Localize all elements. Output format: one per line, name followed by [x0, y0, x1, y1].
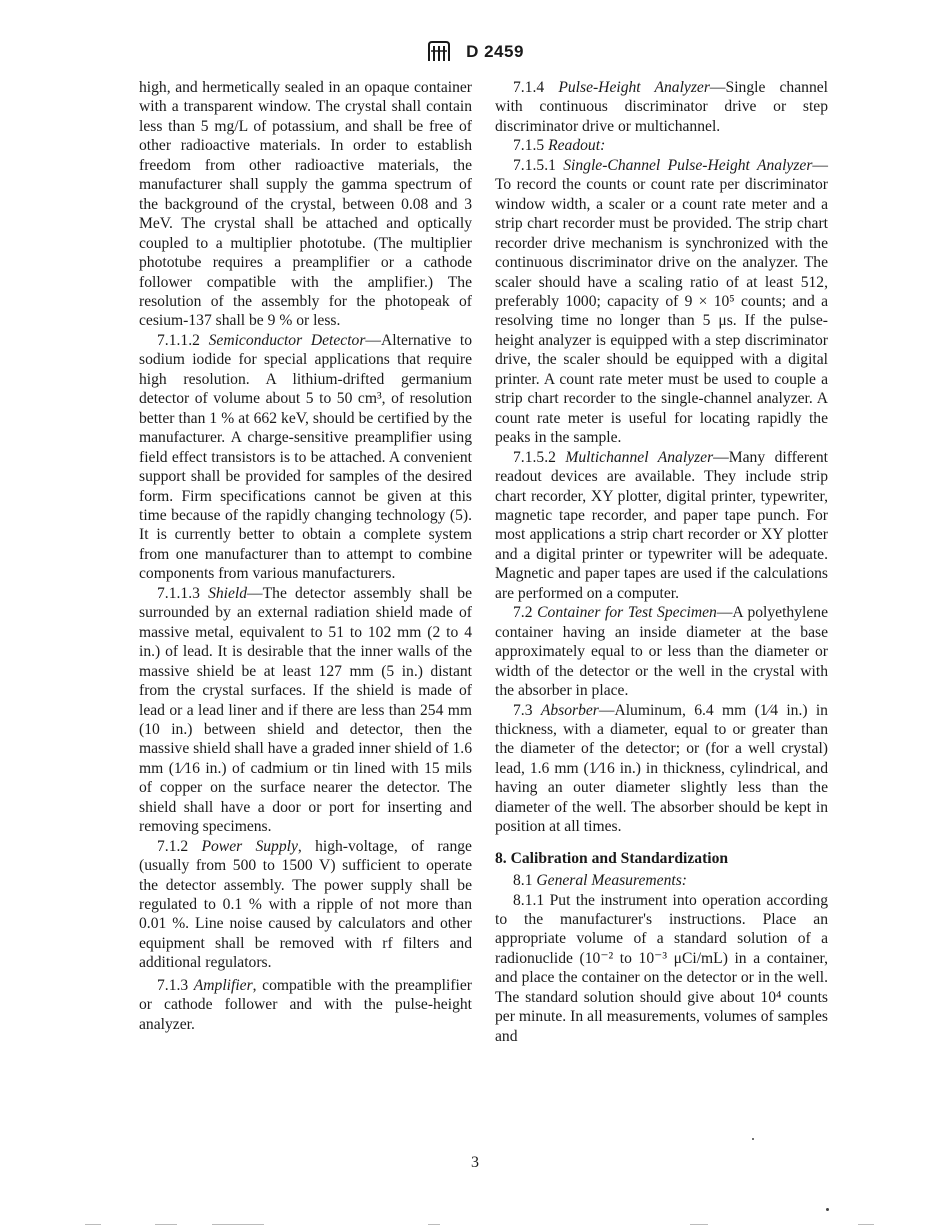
section-number: 7.1.5 [513, 137, 545, 155]
section-text: —A polyethylene container having an inside diameter at the base approximately equal to or less than the diameter or width of the detector or the well in the crystal with the absorber in place. [495, 604, 828, 700]
scan-speck [752, 1138, 754, 1140]
section-number: 8.1.1 [513, 891, 545, 909]
section-number: 7.2 [513, 604, 533, 622]
section-number: 7.1.1.2 [157, 331, 200, 349]
standard-designation: D 2459 [466, 42, 524, 61]
section-title: Absorber [540, 701, 599, 719]
section-number: 7.3 [513, 701, 533, 719]
section-heading-8: 8. Calibration and Standardization [495, 849, 729, 867]
section-title: Container for Test Specimen [537, 604, 717, 622]
section-7-3 [495, 701, 828, 837]
astm-logo-icon [426, 39, 452, 65]
section-text: —Alternative to sodium iodide for special applications that require high resolution. A lithium-drifted germanium detector of volume about 5 to 50 cm³, of resolution better than 1 % at 662 keV, should be certified by the manufacturer. A charge-sensitive preamplifier using field effect transistors is to be attached. A convenient support shall be provided for samples of the desired form. Firm specifications cannot be given at this time because of the rapidly changing technology (5). It is currently better to obtain a complete system from one manufacturer than to attempt to combine components from various manufacturers. [139, 331, 472, 583]
scan-artifact-line [85, 1224, 101, 1225]
section-7-1-3 [139, 976, 472, 1034]
section-text: : [681, 872, 687, 890]
scan-speck [826, 1208, 829, 1211]
section-8-1-1 [495, 891, 828, 1047]
section-text: , compatible with the preamplifier or cathode follower and with the pulse-height analyzer. [139, 976, 472, 1033]
scan-artifact-line [212, 1224, 264, 1225]
paragraph: high, and hermetically sealed in an opaque container with a transparent window. The crystal shall contain less than 5 mg/L of potassium, and shall be free of other radioactive materials. In order to establish freedom from other radioactive materials, the manufacturer shall supply the gamma spectrum of the background of the crystal, between 0.08 and 3 MeV. The crystal shall be attached and optically coupled to a multiplier phototube. (The multiplier phototube requires a preamplifier or a cathode follower compatible with the amplifier.) The resolution of the assembly for the photopeak of cesium-137 shall be 9 % or less. [139, 79, 472, 330]
section-text: : [600, 137, 606, 155]
section-7-1-5-2 [495, 448, 828, 604]
right-column [495, 78, 828, 1046]
section-text: —Many different readout devices are available. They include strip chart recorder, XY plotter, digital printer, typewriter, magnetic tape recorder, and paper tape punch. For most applications a strip chart recorder or XY plotter and a digital printer or typewriter will be adequate. Magnetic and paper tapes are used if the calculations are performed on a computer. [495, 448, 828, 602]
section-text: Put the instrument into operation according to the manufacturer's instructions. Place an appropriate volume of a standard solution of a radionuclide (10⁻² to 10⁻³ μCi/mL) in a container, and place the container on the detector or in the well. The standard solution should give about 10⁴ counts per minute. In all measurements, volumes of samples and [495, 891, 828, 1045]
section-7-1-2 [139, 837, 472, 973]
section-number: 7.1.5.1 [513, 156, 556, 174]
section-title: Power Supply [201, 837, 298, 855]
section-text: —Single channel with continuous discriminator drive or step discriminator drive or multichannel. [495, 79, 828, 135]
scan-artifact-line [155, 1224, 177, 1225]
section-number: 8.1 [513, 872, 533, 890]
section-number: 7.1.3 [157, 976, 189, 994]
section-title: Multichannel Analyzer [565, 448, 714, 466]
section-7-2 [495, 603, 828, 700]
section-title: Shield [208, 584, 248, 602]
section-7-1-1-3 [139, 584, 472, 837]
scan-artifact-line [858, 1224, 874, 1225]
left-column [139, 78, 472, 1034]
page-number: 3 [471, 1154, 479, 1171]
section-title: Semiconductor Detector [208, 331, 366, 349]
section-number: 7.1.4 [513, 79, 545, 96]
section-7-1-5 [495, 136, 828, 155]
section-title: Single-Channel Pulse-Height Analyzer [563, 156, 813, 174]
section-8-1 [495, 871, 828, 890]
section-text: —To record the counts or count rate per discriminator window width, a scaler or a count rate meter and a strip chart recorder must be provided. The strip chart recorder drive mechanism is synchronized with the continuous discriminator drive on the analyzer. The scaler should have a scaling ratio of at least 512, preferably 1000; capacity of 9 × 10⁵ counts; and a resolving time no longer than 5 μs. If the pulse-height analyzer is equipped with a step discriminator drive, the scaler should be equipped with a digital printer. A count rate meter must be used to couple a strip chart recorder to the single-channel analyzer. A count rate meter is useful for locating rapidly the peaks in the sample. [495, 156, 828, 447]
section-7-1-1-2 [139, 331, 472, 584]
section-number: 7.1.2 [157, 837, 189, 855]
section-number: 7.1.1.3 [157, 584, 200, 602]
scan-artifact-line [428, 1224, 440, 1225]
section-text: —Aluminum, 6.4 mm (1⁄4 in.) in thickness, with a diameter, equal to or greater than the diameter of the detector; or (for a well crystal) lead, 1.6 mm (1⁄16 in.) in thickness, cylindrical, and having an outer diameter slightly less than the diameter of the well. The absorber should be kept in position at all times. [495, 701, 828, 836]
page-header [0, 38, 950, 66]
section-title: Readout [548, 137, 601, 155]
section-title: Pulse-Height Analyzer [558, 79, 710, 96]
scan-artifact-line [690, 1224, 708, 1225]
section-7-1-5-1 [495, 156, 828, 448]
section-title: Amplifier [193, 976, 253, 994]
section-number: 7.1.5.2 [513, 448, 556, 466]
section-text: , high-voltage, of range (usually from 500 to 1500 V) sufficient to operate the detector assembly. The power supply shall be regulated to 0.1 % with a ripple of not more than 0.01 %. Line noise caused by calculators and other equipment shall be removed with rf filters and additional regulators. [139, 837, 472, 972]
section-7-1-4 [495, 78, 828, 136]
section-title: General Measurements [536, 872, 682, 890]
section-text: —The detector assembly shall be surrounded by an external radiation shield made of massive metal, equivalent to 51 to 102 mm (2 to 4 in.) of lead. It is desirable that the inner walls of the massive shield be at least 127 mm (5 in.) distant from the crystal surfaces. If the shield is made of lead or a lead liner and if there are less than 254 mm (10 in.) between shield and detector, then the massive shield shall have a graded inner shield of 1.6 mm (1⁄16 in.) of cadmium or tin lined with 15 mils of copper on the surface nearer the detector. The shield shall have a door or port for inserting and removing specimens. [139, 584, 472, 836]
